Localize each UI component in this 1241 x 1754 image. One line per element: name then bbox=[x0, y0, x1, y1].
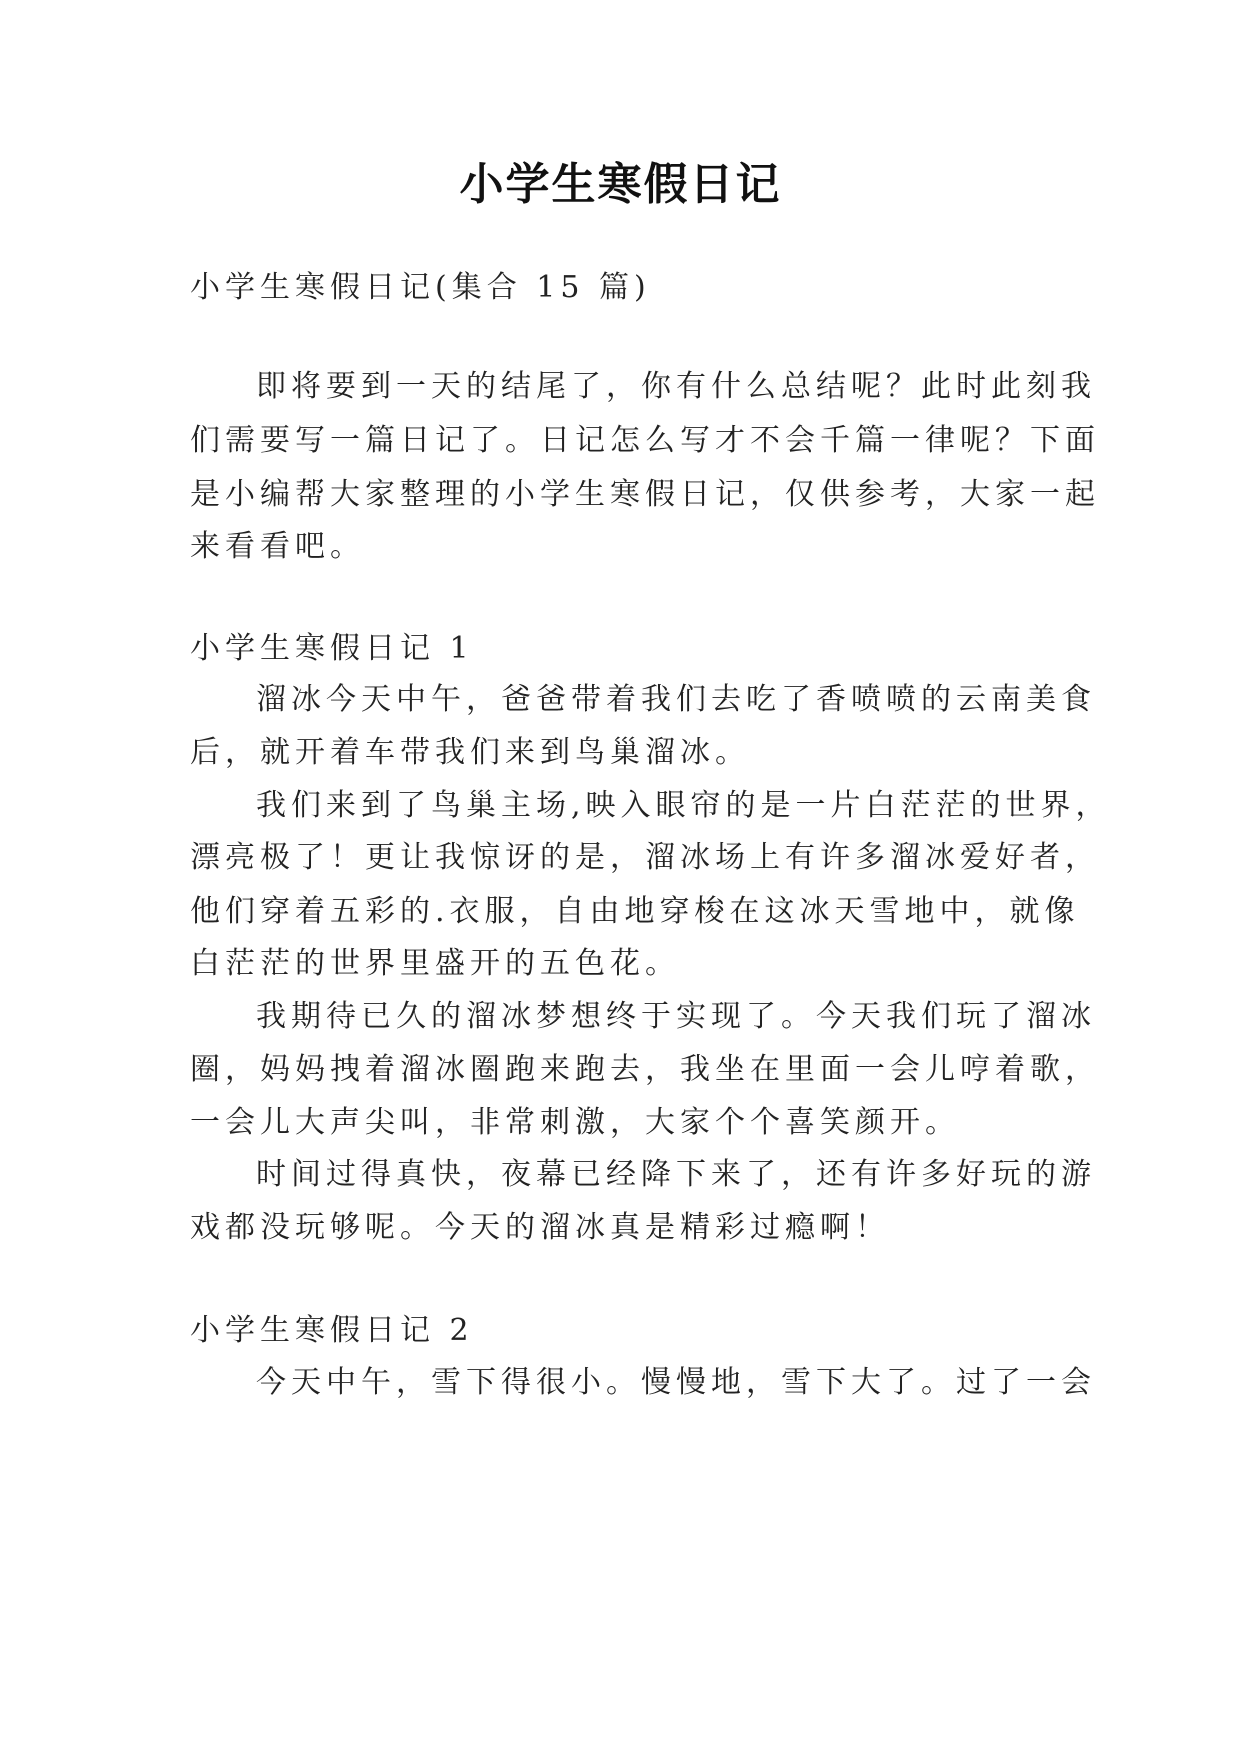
section-heading: 小学生寒假日记 1 bbox=[190, 631, 474, 666]
paragraph-line: 溜冰今天中午，爸爸带着我们去吃了香喷喷的云南美食 bbox=[256, 682, 1096, 717]
paragraph-line: 白茫茫的世界里盛开的五色花。 bbox=[190, 946, 680, 981]
section-heading: 小学生寒假日记 2 bbox=[190, 1313, 474, 1348]
intro-line: 即将要到一天的结尾了，你有什么总结呢？此时此刻我 bbox=[256, 369, 1096, 404]
intro-line: 们需要写一篇日记了。日记怎么写才不会千篇一律呢？下面 bbox=[190, 423, 1100, 458]
paragraph-line: 一会儿大声尖叫，非常刺激，大家个个喜笑颜开。 bbox=[190, 1105, 960, 1140]
paragraph-line: 他们穿着五彩的.衣服，自由地穿梭在这冰天雪地中，就像 bbox=[190, 894, 1080, 929]
paragraph-line: 漂亮极了！更让我惊讶的是，溜冰场上有许多溜冰爱好者， bbox=[190, 840, 1100, 875]
paragraph-line: 戏都没玩够呢。今天的溜冰真是精彩过瘾啊！ bbox=[190, 1210, 890, 1245]
paragraph-line: 我们来到了鸟巢主场,映入眼帘的是一片白茫茫的世界， bbox=[256, 788, 1111, 823]
document-title: 小学生寒假日记 bbox=[459, 159, 782, 210]
intro-line: 来看看吧。 bbox=[190, 529, 365, 564]
paragraph-line: 今天中午，雪下得很小。慢慢地，雪下大了。过了一会 bbox=[256, 1365, 1096, 1400]
paragraph-line: 后，就开着车带我们来到鸟巢溜冰。 bbox=[190, 735, 750, 770]
paragraph-line: 时间过得真快，夜幕已经降下来了，还有许多好玩的游 bbox=[256, 1157, 1096, 1192]
paragraph-line: 我期待已久的溜冰梦想终于实现了。今天我们玩了溜冰 bbox=[256, 999, 1096, 1034]
intro-line: 是小编帮大家整理的小学生寒假日记，仅供参考，大家一起 bbox=[190, 477, 1100, 512]
paragraph-line: 圈，妈妈拽着溜冰圈跑来跑去，我坐在里面一会儿哼着歌， bbox=[190, 1052, 1100, 1087]
document-subtitle: 小学生寒假日记(集合 15 篇) bbox=[190, 270, 651, 305]
